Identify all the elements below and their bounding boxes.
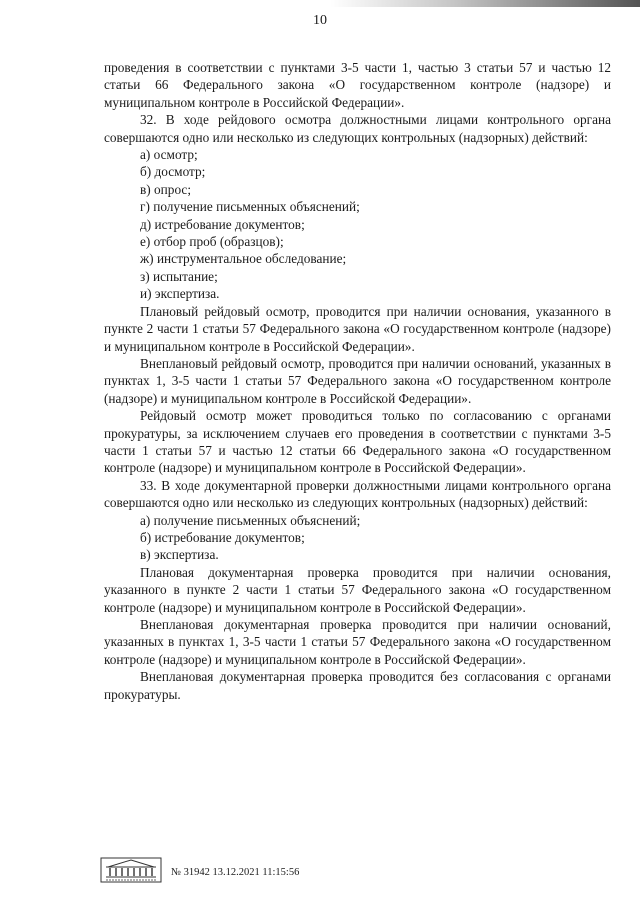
list-item: а) осмотр; (140, 147, 198, 163)
paragraph: 32. В ходе рейдового осмотра должностными лицами контрольного органа совершаются одно или несколько из следующих контрольных (надзорных) действий: (104, 112, 611, 145)
document-body (104, 59, 611, 703)
list-item: б) истребование документов; (140, 529, 305, 545)
paragraph: Рейдовый осмотр может проводиться только по согласованию с органами прокуратуры, за исключением случаев его проведения в соответствии с пунктами 3-5 части 1 статьи 57 и частью 12 статьи 66 Федерального закона «О государственном контроле (надзоре) и муниципальном контроле в Российской Федерации». (104, 408, 611, 476)
registration-footer (100, 857, 520, 887)
registration-stamp: № 31942 13.12.2021 11:15:56 (171, 867, 300, 878)
list-item: г) получение письменных объяснений; (140, 199, 360, 215)
list-item: ж) инструментальное обследование; (140, 251, 347, 267)
scan-edge-artifact (330, 0, 640, 7)
paragraph: Внеплановая документарная проверка проводится при наличии оснований, указанных в пунктах 1, 3-5 части 1 статьи 57 Федерального закона «О государственном контроле (надзоре) и муниципальном контроле в Российской Федерации». (104, 617, 611, 667)
list-item: з) испытание; (140, 268, 218, 284)
page-number: 10 (313, 13, 327, 28)
paragraph: Внеплановая документарная проверка проводится без согласования с органами прокуратуры. (104, 669, 611, 702)
list-item: в) опрос; (140, 181, 192, 197)
paragraph: проведения в соответствии с пунктами 3-5 части 1, частью 3 статьи 57 и частью 12 статьи 66 Федерального закона «О государственном контроле (надзоре) и муниципальном контроле в Российской Федерации». (104, 60, 611, 110)
list-item: д) истребование документов; (140, 216, 305, 232)
paragraph: 33. В ходе документарной проверки должностными лицами контрольного органа совершаются одно или несколько из следующих контрольных (надзорных) действий: (104, 477, 611, 511)
paragraph: Плановая документарная проверка проводится при наличии основания, указанного в пункте 2 части 1 статьи 57 Федерального закона «О государственном контроле (надзоре) и муниципальном контроле в Российской Федерации». (104, 564, 611, 615)
list-item: в) экспертиза. (140, 547, 219, 563)
list-item: б) досмотр; (140, 164, 206, 180)
list-item: а) получение письменных объяснений; (140, 512, 361, 528)
list-item: и) экспертиза. (140, 286, 220, 302)
paragraph: Внеплановый рейдовый осмотр, проводится при наличии оснований, указанных в пунктах 1, 3-5 части 1 статьи 57 Федерального закона «О государственном контроле (надзоре) и муниципальном контроле в Российской Федерации». (104, 355, 611, 406)
building-logo-icon (100, 857, 162, 883)
list-item: е) отбор проб (образцов); (140, 234, 284, 250)
paragraph: Плановый рейдовый осмотр, проводится при наличии основания, указанного в пункте 2 части 1 статьи 57 Федерального закона «О государственном контроле (надзоре) и муниципальном контроле в Российской Федерации». (104, 303, 611, 354)
